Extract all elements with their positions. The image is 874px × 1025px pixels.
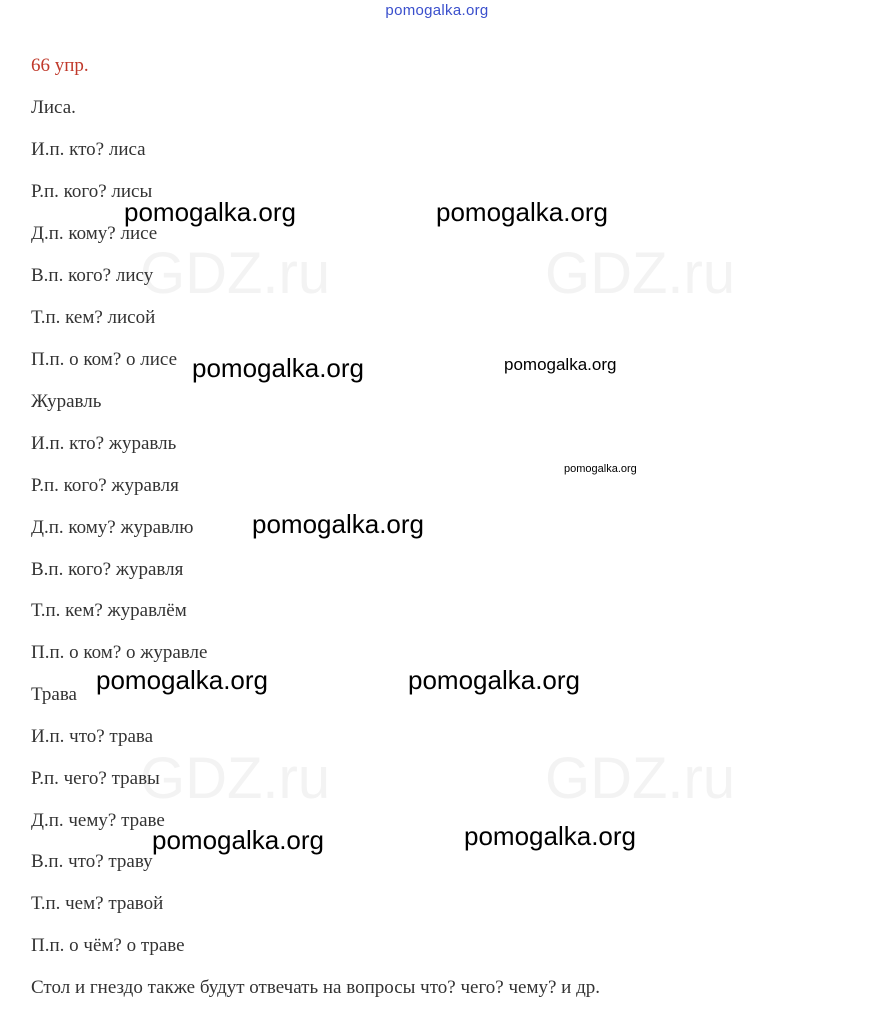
answer-line: Трава bbox=[31, 684, 77, 705]
answer-line: П.п. о ком? о лисе bbox=[31, 349, 177, 370]
watermark: pomogalka.org bbox=[408, 665, 580, 695]
answer-line: В.п. кого? журавля bbox=[31, 559, 184, 580]
watermark: pomogalka.org bbox=[152, 825, 324, 855]
answer-line: Р.п. кого? лисы bbox=[31, 181, 153, 202]
ghost-watermark: GDZ.ru bbox=[140, 746, 331, 811]
answer-line: В.п. кого? лису bbox=[31, 265, 154, 286]
answer-line: В.п. что? траву bbox=[31, 851, 153, 872]
exercise-title: 66 упр. bbox=[31, 55, 89, 76]
answer-line: Т.п. кем? лисой bbox=[31, 307, 156, 328]
answer-line: Т.п. кем? журавлём bbox=[31, 600, 187, 621]
answer-line: Д.п. чему? траве bbox=[31, 810, 165, 831]
watermark: pomogalka.org bbox=[96, 665, 268, 695]
answer-line: Р.п. чего? травы bbox=[31, 768, 160, 789]
watermark: pomogalka.org bbox=[436, 197, 608, 227]
site-watermark-top: pomogalka.org bbox=[385, 2, 489, 19]
answer-line: И.п. кто? лиса bbox=[31, 139, 146, 160]
watermark: pomogalka.org bbox=[192, 353, 364, 383]
answer-line: Журавль bbox=[31, 391, 102, 412]
answer-line: Стол и гнездо также будут отвечать на вопросы что? чего? чему? и др. bbox=[31, 977, 600, 998]
answer-line: П.п. о ком? о журавле bbox=[31, 642, 208, 663]
ghost-watermark: GDZ.ru bbox=[545, 746, 736, 811]
answer-line: Д.п. кому? журавлю bbox=[31, 517, 194, 538]
answer-line: Лиса. bbox=[31, 97, 76, 118]
answer-line: И.п. что? трава bbox=[31, 726, 154, 747]
answer-line: Д.п. кому? лисе bbox=[31, 223, 158, 244]
watermark: pomogalka.org bbox=[464, 821, 636, 851]
watermark: pomogalka.org bbox=[564, 463, 637, 475]
ghost-watermark: GDZ.ru bbox=[545, 241, 736, 306]
watermark: pomogalka.org bbox=[504, 355, 617, 374]
watermark: pomogalka.org bbox=[124, 197, 296, 227]
watermark: pomogalka.org bbox=[252, 509, 424, 539]
answer-line: П.п. о чём? о траве bbox=[31, 935, 185, 956]
ghost-watermark: GDZ.ru bbox=[140, 241, 331, 306]
answer-line: Р.п. кого? журавля bbox=[31, 475, 179, 496]
answer-line: Т.п. чем? травой bbox=[31, 893, 164, 914]
answer-line: И.п. кто? журавль bbox=[31, 433, 177, 454]
